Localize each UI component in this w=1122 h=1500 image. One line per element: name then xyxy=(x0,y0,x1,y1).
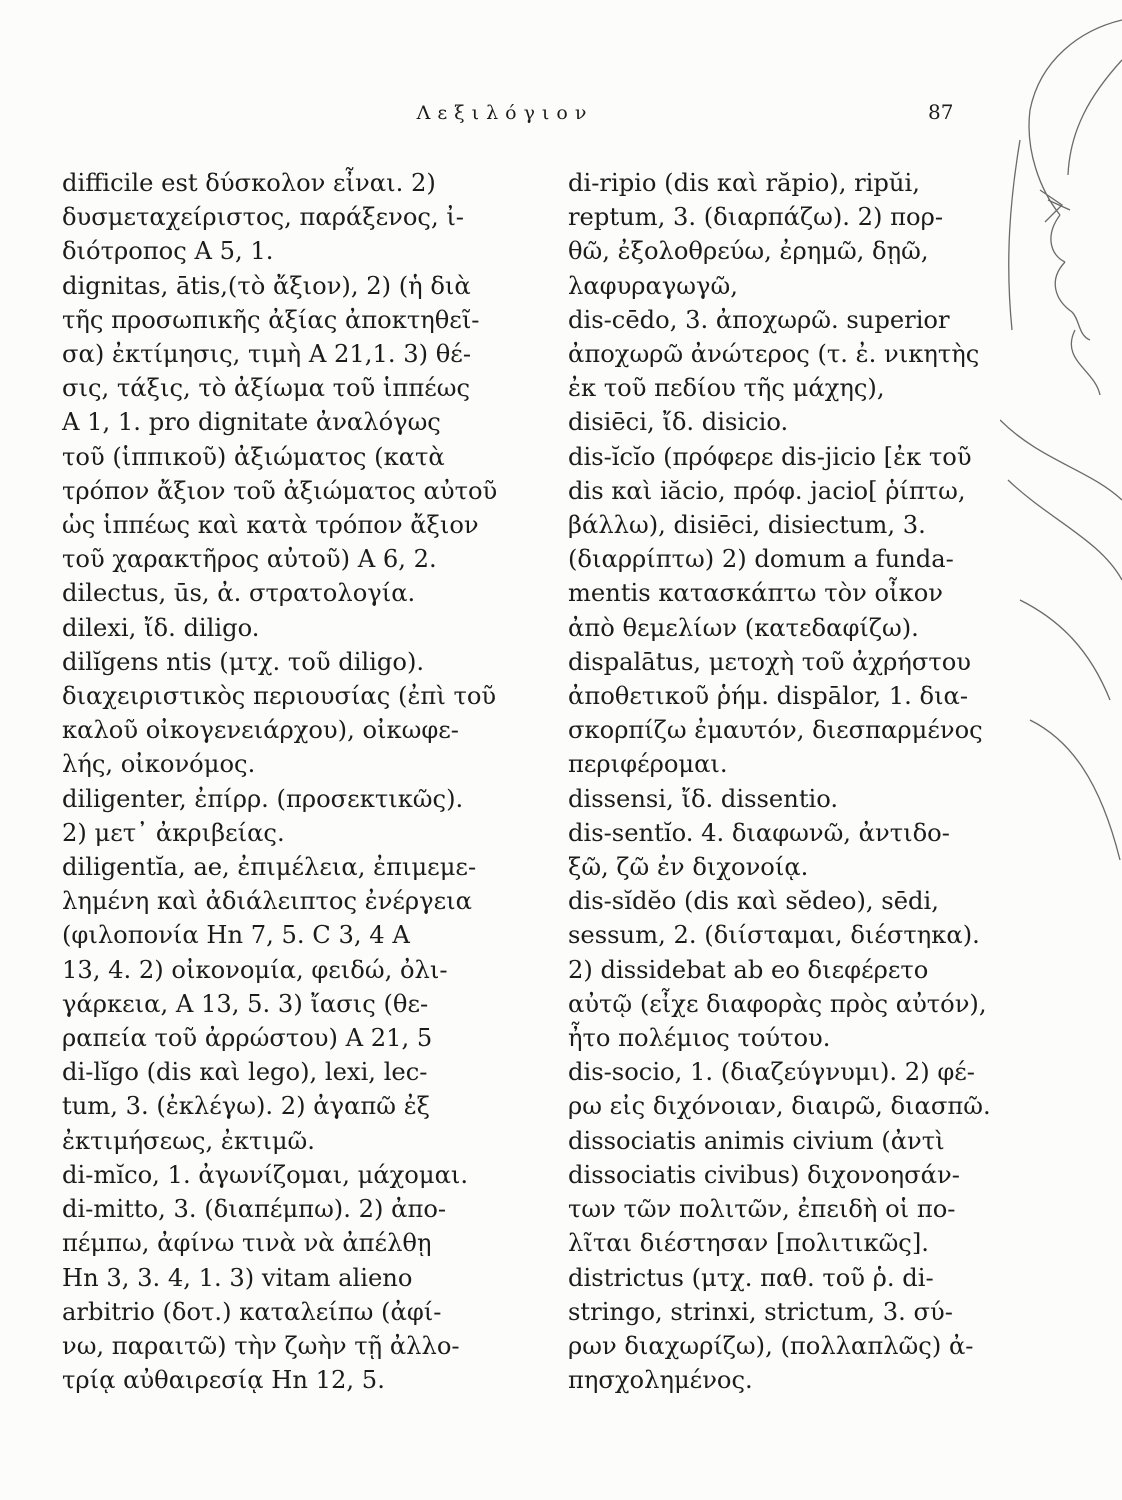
entry-line: ἀποθετικοῦ ῥήμ. dispālor, 1. δια- xyxy=(568,682,969,711)
entry-line: dis-socio, 1. (διαζεύγνυμι). 2) φέ- xyxy=(568,1058,975,1087)
dictionary-entry xyxy=(568,1261,1018,1398)
entry-line: νω, παραιτῶ) τὴν ζωὴν τῇ ἀλλο- xyxy=(62,1331,460,1360)
entry-line: σις, τάξις, τὸ ἀξίωμα τοῦ ἱππέως xyxy=(62,374,471,403)
dictionary-entry xyxy=(62,1192,540,1397)
dictionary-entry xyxy=(62,576,540,610)
entry-line: των τῶν πολιτῶν, ἐπειδὴ οἱ πο- xyxy=(568,1195,956,1224)
left-column xyxy=(62,166,540,1397)
entry-line: disiēci, ἴδ. disicio. xyxy=(568,408,789,437)
entry-line: ὡς ἱππέως καὶ κατὰ τρόπον ἄξιον xyxy=(62,511,479,540)
entry-line: diligenter, ἐπίρρ. (προσεκτικῶς). xyxy=(62,784,464,813)
entry-line: dis-sentĭo. 4. διαφωνῶ, ἀντιδο- xyxy=(568,818,950,847)
entry-line: λής, οἰκονόμος. xyxy=(62,750,256,779)
dictionary-entry xyxy=(568,816,1018,884)
entry-line: αὐτῷ (εἶχε διαφορὰς πρὸς αὐτόν), xyxy=(568,989,987,1018)
right-column xyxy=(568,166,1018,1397)
entry-line: di-ripio (dis καὶ răpio), ripŭi, xyxy=(568,169,920,197)
entry-line: diligentĭa, ae, ἐπιμέλεια, ἐπιμεμε- xyxy=(62,853,477,882)
entry-line: διαχειριστικὸς περιουσίας (ἐπὶ τοῦ xyxy=(62,682,497,711)
entry-line: ρω εἰς διχόνοιαν, διαιρῶ, διασπῶ. xyxy=(568,1092,991,1121)
entry-line: τρόπον ἄξιον τοῦ ἀξιώματος αὐτοῦ xyxy=(62,476,498,505)
entry-line: τοῦ (ἱππικοῦ) ἀξιώματος (κατὰ xyxy=(62,442,445,471)
entry-line: σα) ἐκτίμησις, τιμὴ Α 21,1. 3) θέ- xyxy=(62,340,471,369)
entry-line: sessum, 2. (διίσταμαι, διέστηκα). xyxy=(568,921,980,950)
entry-line: πέμπω, ἀφίνω τινὰ νὰ ἀπέλθῃ xyxy=(62,1229,432,1258)
entry-line: τῆς προσωπικῆς ἀξίας ἀποκτηθεῖ- xyxy=(62,305,480,334)
entry-line: dilectus, ūs, ἀ. στρατολογία. xyxy=(62,579,416,608)
entry-line: καλοῦ οἰκογενειάρχου), οἰκωφε- xyxy=(62,716,459,745)
dictionary-entry xyxy=(568,166,1018,303)
dictionary-entry xyxy=(62,166,540,269)
entry-line: dispalātus, μετοχὴ τοῦ ἀχρήστου xyxy=(568,647,972,676)
entry-line: dis καὶ iăcio, πρόφ. jacio[ ῥίπτω, xyxy=(568,476,966,505)
entry-line: ραπεία τοῦ ἀρρώστου) Α 21, 5 xyxy=(62,1024,433,1053)
entry-line: ἐκ τοῦ πεδίου τῆς μάχης), xyxy=(568,374,885,403)
dictionary-entry xyxy=(568,440,1018,645)
entry-line: arbitrio (δοτ.) καταλείπω (ἀφί- xyxy=(62,1297,442,1326)
entry-line: dis-sĭdĕo (dis καὶ sĕdeo), sēdi, xyxy=(568,887,939,916)
entry-line: ρων διαχωρίζω), (πολλαπλῶς) ἀ- xyxy=(568,1331,974,1360)
dictionary-entry xyxy=(62,269,540,577)
dictionary-entry xyxy=(568,405,1018,439)
entry-line: di-mitto, 3. (διαπέμπω). 2) ἀπο- xyxy=(62,1195,447,1224)
entry-line: διότροπος Α 5, 1. xyxy=(62,237,274,266)
dictionary-entry xyxy=(62,1055,540,1158)
entry-line: districtus (μτχ. παθ. τοῦ ῥ. di- xyxy=(568,1263,934,1292)
running-head-title: Λεξιλόγιον xyxy=(416,102,594,124)
entry-line: Hn 3, 3. 4, 1. 3) vitam alieno xyxy=(62,1263,413,1292)
page-number: 87 xyxy=(928,100,954,124)
entry-line: tum, 3. (ἐκλέγω). 2) ἀγαπῶ ἐξ xyxy=(62,1092,431,1121)
entry-line: dis-cēdo, 3. ἀποχωρῶ. superior xyxy=(568,305,950,334)
entry-line: dissensi, ἴδ. dissentio. xyxy=(568,784,839,813)
entry-line: τοῦ χαρακτῆρος αὐτοῦ) Α 6, 2. xyxy=(62,545,437,574)
entry-line: περιφέρομαι. xyxy=(568,750,728,779)
entry-line: λημένη καὶ ἀδιάλειπτος ἐνέργεια xyxy=(62,887,472,916)
entry-line: dilexi, ἴδ. diligo. xyxy=(62,613,260,642)
dictionary-entry xyxy=(568,782,1018,816)
dictionary-entry xyxy=(62,850,540,1055)
entry-line: mentis κατασκάπτω τὸν οἶκον xyxy=(568,579,943,608)
entry-line: dignitas, ātis,(τὸ ἄξιον), 2) (ἡ διὰ xyxy=(62,271,471,300)
entry-line: reptum, 3. (διαρπάζω). 2) πορ- xyxy=(568,203,944,232)
entry-line: (φιλοπονία Hn 7, 5. C 3, 4 A xyxy=(62,921,410,950)
entry-line: difficile est δύσκολον εἶναι. 2) xyxy=(62,169,436,197)
entry-line: πησχολημένος. xyxy=(568,1366,753,1395)
dictionary-entry xyxy=(568,303,1018,406)
entry-line: di-mĭco, 1. ἀγωνίζομαι, μάχομαι. xyxy=(62,1160,469,1189)
entry-line: dis-ĭcĭo (πρόφερε dis-jicio [ἐκ τοῦ xyxy=(568,442,972,471)
entry-line: σκορπίζω ἐμαυτόν, διεσπαρμένος xyxy=(568,716,983,745)
entry-line: λαφυραγωγῶ, xyxy=(568,271,738,300)
entry-line: ἀπὸ θεμελίων (κατεδαφίζω). xyxy=(568,613,919,642)
dictionary-entry xyxy=(62,1158,540,1192)
entry-line: βάλλω), disiēci, disiectum, 3. xyxy=(568,511,926,540)
entry-line: ἐκτιμήσεως, ἐκτιμῶ. xyxy=(62,1126,315,1155)
dictionary-entry xyxy=(568,1055,1018,1260)
dictionary-entry xyxy=(568,884,1018,1055)
entry-line: λῖται διέστησαν [πολιτικῶς]. xyxy=(568,1229,929,1258)
entry-line: θῶ, ἐξολοθρεύω, ἐρημῶ, δῃῶ, xyxy=(568,237,929,266)
entry-line: ἀποχωρῶ ἀνώτερος (τ. ἐ. νικητὴς xyxy=(568,340,980,369)
dictionary-entry xyxy=(62,645,540,782)
entry-line: Α 1, 1. pro dignitate ἀναλόγως xyxy=(62,408,441,437)
entry-line: δυσμεταχείριστος, παράξενος, ἰ- xyxy=(62,203,464,232)
entry-line: τρίᾳ αὐθαιρεσίᾳ Hn 12, 5. xyxy=(62,1366,385,1395)
entry-line: dissociatis civibus) διχονοησάν- xyxy=(568,1160,960,1189)
entry-line: di-lĭgo (dis καὶ lego), lexi, lec- xyxy=(62,1058,428,1087)
entry-line: dissociatis animis civium (ἀντὶ xyxy=(568,1126,945,1155)
entry-line: 2) dissidebat ab eo διεφέρετο xyxy=(568,955,929,984)
entry-line: 2) μετ᾽ ἀκριβείας. xyxy=(62,818,285,847)
entry-line: γάρκεια, Α 13, 5. 3) ἴασις (θε- xyxy=(62,989,429,1018)
margin-sketch xyxy=(1000,0,1122,880)
dictionary-entry xyxy=(62,782,540,850)
entry-line: dilĭgens ntis (μτχ. τοῦ diligo). xyxy=(62,647,425,676)
entry-line: ξῶ, ζῶ ἐν διχονοίᾳ. xyxy=(568,853,809,882)
dictionary-entry xyxy=(62,611,540,645)
entry-line: ἦτο πολέμιος τούτου. xyxy=(568,1024,831,1053)
entry-line: stringo, strinxi, strictum, 3. σύ- xyxy=(568,1297,953,1326)
entry-line: 13, 4. 2) οἰκονομία, φειδώ, ὀλι- xyxy=(62,955,448,984)
entry-line: (διαρρίπτω) 2) domum a funda- xyxy=(568,545,954,574)
dictionary-entry xyxy=(568,645,1018,782)
